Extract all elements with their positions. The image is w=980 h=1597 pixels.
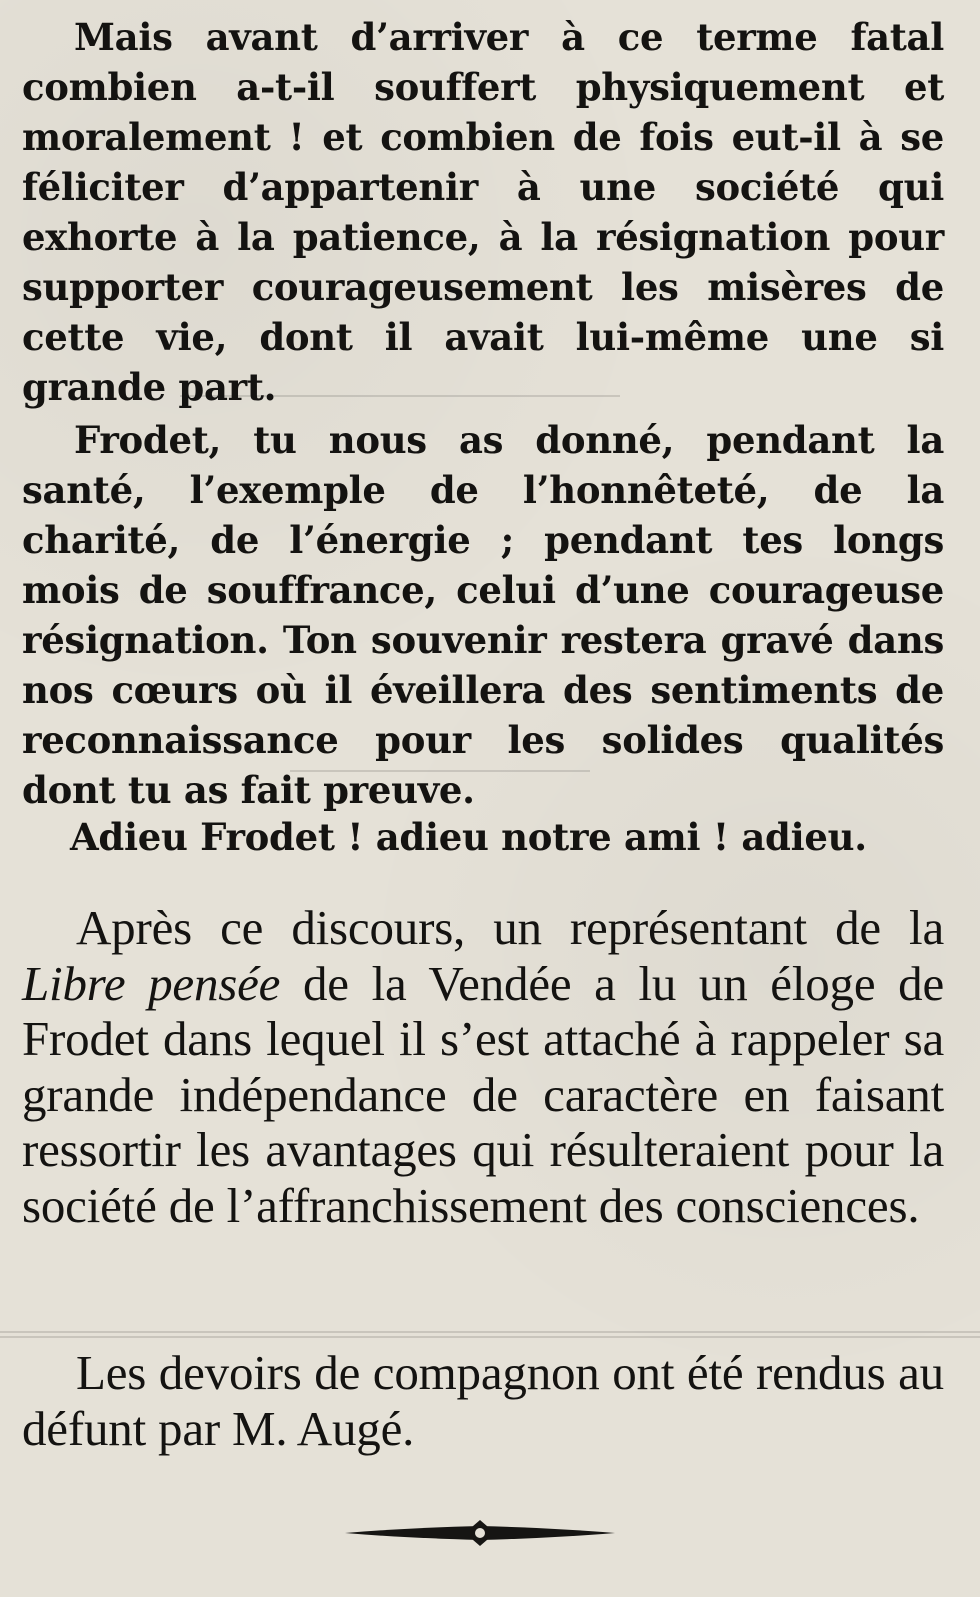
paragraph-4-text-before: Après ce discours, un représentant de la: [76, 900, 944, 955]
libre-pensee-title: Libre pensée: [22, 955, 281, 1011]
ornamental-rule-icon: [345, 1516, 615, 1550]
paragraph-4-text-after: de la Vendée a lu un éloge de Frodet dans lequel il s’est attaché à rappeler sa grande indépendance de caractère en faisant ressortir les avantages qui résulteraient pour la société de l’affranchissement des consciences.: [22, 955, 944, 1233]
bleed-through-rule: [0, 1336, 980, 1338]
article-paragraph-2: Frodet, tu nous as donné, pendant la santé, l’exemple de l’honnêteté, de la charité, de l’énergie ; pendant tes longs mois de souffrance, celui d’une courageuse résignation. Ton souvenir restera gravé dans nos cœurs où il éveillera des sentiments de reconnaissance pour les solides qualités dont tu as fait preuve.: [22, 418, 944, 812]
article-paragraph-3: Adieu Frodet ! adieu notre ami ! adieu.: [70, 815, 867, 859]
bleed-through-rule: [0, 1331, 980, 1333]
article-paragraph-5: Les devoirs de compagnon ont été rendus au défunt par M. Augé.: [22, 1345, 944, 1456]
article-paragraph-4: [22, 900, 944, 1233]
article-paragraph-1: Mais avant d’arriver à ce terme fatal combien a-t-il souffert physiquement et moralement ! et combien de fois eut-il à se féliciter d’appartenir à une société qui exhorte à la patience, à la résignation pour supporter courageusement les misères de cette vie, dont il avait lui-même une si grande part.: [22, 15, 944, 409]
